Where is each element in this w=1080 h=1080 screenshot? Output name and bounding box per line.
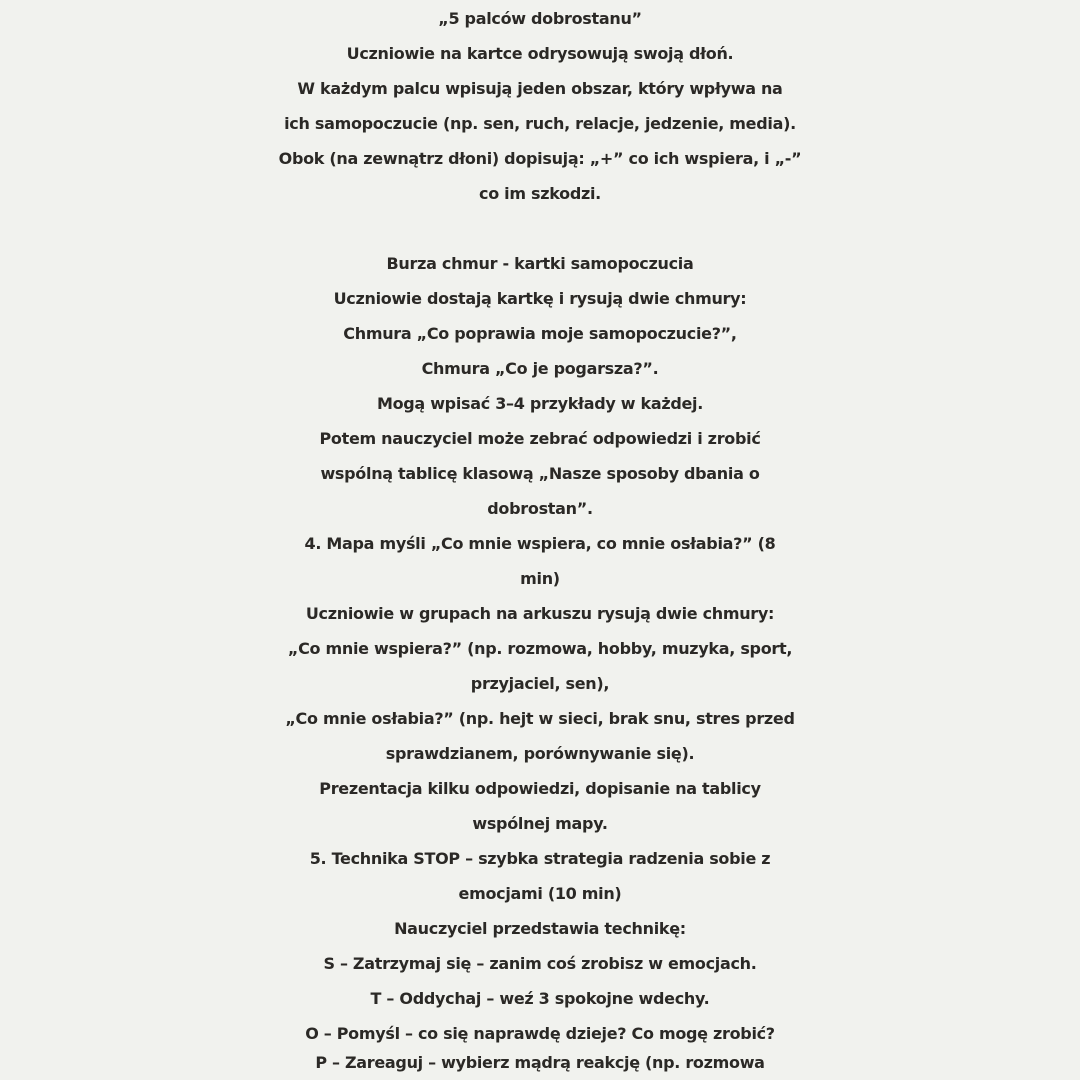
text-line: Uczniowie dostają kartkę i rysują dwie chmury: [333,289,747,308]
section-heading: Burza chmur - kartki samopoczucia [386,254,694,273]
text-line: Chmura „Co je pogarsza?”. [421,359,659,378]
text-line: wspólną tablicę klasową „Nasze sposoby dbania o [320,464,760,483]
text-line: Chmura „Co poprawia moje samopoczucie?”, [343,324,737,343]
text-line: co im szkodzi. [479,184,601,203]
blank-line [0,211,1080,246]
text-line: „Co mnie osłabia?” (np. hejt w sieci, brak snu, stres przed [285,709,795,728]
text-line: Obok (na zewnątrz dłoni) dopisują: „+” co ich wspiera, i „-” [278,149,802,168]
text-line: Potem nauczyciel może zebrać odpowiedzi i zrobić [319,429,761,448]
text-line: „5 palców dobrostanu” [438,9,642,28]
text-line: emocjami (10 min) [458,884,622,903]
text-line: T – Oddychaj – weź 3 spokojne wdechy. [370,989,710,1008]
text-line: dobrostan”. [487,499,593,518]
text-line: Mogą wpisać 3–4 przykłady w każdej. [376,394,704,413]
text-line: wspólnej mapy. [472,814,608,833]
text-line: ich samopoczucie (np. sen, ruch, relacje, jedzenie, media). [284,114,796,133]
text-line: sprawdzianem, porównywanie się). [385,744,695,763]
text-line: W każdym palcu wpisują jeden obszar, który wpływa na [297,79,783,98]
section-heading: 4. Mapa myśli „Co mnie wspiera, co mnie osłabia?” (8 [304,534,776,553]
text-line: „Co mnie wspiera?” (np. rozmowa, hobby, muzyka, sport, [287,639,793,658]
text-line: Uczniowie w grupach na arkuszu rysują dwie chmury: [305,604,775,623]
text-line: P – Zareaguj – wybierz mądrą reakcję (np. rozmowa [315,1053,765,1072]
text-line: S – Zatrzymaj się – zanim coś zrobisz w emocjach. [323,954,757,973]
text-line: Nauczyciel przedstawia technikę: [394,919,686,938]
text-line: Prezentacja kilku odpowiedzi, dopisanie na tablicy [319,779,761,798]
text-line: O – Pomyśl – co się naprawdę dzieje? Co mogę zrobić? [305,1024,775,1043]
text-line: przyjaciel, sen), [470,674,610,693]
text-line: Uczniowie na kartce odrysowują swoją dłoń. [346,44,734,63]
text-line: min) [520,569,560,588]
section-heading: 5. Technika STOP – szybka strategia radzenia sobie z [309,849,771,868]
